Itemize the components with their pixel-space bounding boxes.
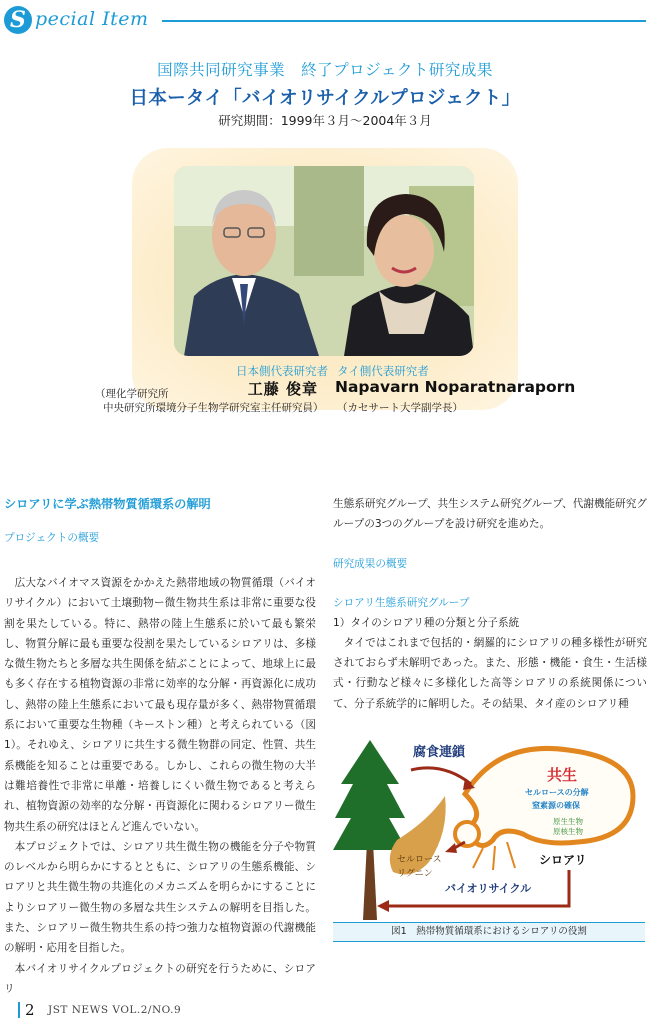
japan-researcher-affiliation-line1: （理化学研究所 [95,388,169,400]
research-period: 研究期間：1999年３月〜2004年３月 [218,113,432,128]
section-initial-badge: S [4,6,32,34]
thai-researcher-role: タイ側代表研究者 [337,364,429,378]
tree-trunk [363,842,377,920]
body-paragraph: 本プロジェクトでは、シロアリ共生微生物の機能を分子や物質のレベルから明らかにするとともに、シロアリの生態系機能、シロアリと共生微生物の共進化のメカニズムを明らかにすることによりシロアリー微生物の多層な共生システムの解明を目指した。また、シロアリー微生物共生系の持つ強力な植物資源の代謝機能の解明・応用を目指した。 [4,840,316,955]
japan-researcher-affiliation-line2: 中央研究所環境分子生物学研究室主任研究員） [103,402,324,414]
body-paragraph: タイではこれまで包括的・網羅的にシロアリの種多様性が研究されておらず未解明であった。また、形態・機能・食生・生活様式・行動など様々に多様化した高等シロアリの系統関係について、分子系統学的に解明した。その結果、タイ産のシロアリ種 [333,636,647,710]
section-divider [162,20,646,22]
label-symbiosis: 共生 [547,766,578,784]
ecology-group-heading: シロアリ生態系研究グループ [333,596,470,609]
tree-crown [333,740,407,850]
label-protists: 原生生物 [553,817,583,826]
body-paragraph-continuation: 生態系研究グループ、共生システム研究グループ、代謝機能研究グループの3つのグループを設け研究を進めた。 [333,498,647,531]
item-title: 1）タイのシロアリ種の分類と分子系統 [333,616,520,629]
thai-researcher-affiliation: （カセサート大学副学長） [337,402,463,414]
japan-researcher-name: 工藤 俊章 [247,380,318,398]
article-title: 日本ータイ「バイオリサイクルプロジェクト」 [129,88,521,109]
label-decay-chain: 腐食連鎖 [413,745,466,760]
body-paragraph: 広大なバイオマス資源をかかえた熱帯地域の物質循環（バイオリサイクル）において土壌動物ー微生物共生系は非常に重要な役割を果たしている。特に、熱帯の陸上生態系に於いて最も繁栄し、物質分解に最も重要な役割を果たしているシロアリは、多様な微生物たちと多層な共生関係を結ぶことによって、地球上に最も多く存在する植物資源の非常に効率的な分解・再資源化に成功し、熱帯の陸上生態系において最も現存量が多く、熱帯物質循環系において重要な生物種（キーストン種）と考えられている（図1）。それゆえ、シロアリに共生する微生物群の同定、性質、共生系機能を知ることは重要である。しかし、これらの微生物の大半は難培養性で非常に単離・培養しにくい微生物であると考えられ、植物資源の効率的な分解・再資源化に関わるシロアリー微生物共生系の研究はほとんど進んでいない。 [4,577,316,833]
body-paragraph: 本バイオリサイクルプロジェクトの研究を行うために、シロアリ [4,962,316,995]
article-kicker: 国際共同研究事業 終了プロジェクト研究成果 [157,61,493,79]
figure-termite-cycle [333,722,645,920]
label-bacteria: 原核生物 [553,827,583,836]
project-overview-heading: プロジェクトの概要 [4,532,100,544]
arrow-termite-to-leaf-head [445,843,457,853]
label-cellulose-decomp: セルロースの分解 [525,788,589,797]
label-termite: シロアリ [539,853,587,867]
label-nitrogen: 窒素源の確保 [532,801,580,810]
results-heading: 研究成果の概要 [333,557,408,570]
section-title: pecial Item [35,8,149,30]
page-number: 2 [25,1001,35,1019]
publication-info: JST NEWS VOL.2/NO.9 [48,1004,182,1016]
japan-researcher-role: 日本側代表研究者 [236,364,328,378]
figure-caption: 図1 熱帯物質循環系におけるシロアリの役割 [333,922,645,942]
footer-accent-bar [18,1002,20,1018]
arrow-biorecycle-head [377,900,389,912]
label-cellulose: セルロース [397,855,442,865]
arrow-tree-to-termite [411,768,471,784]
left-column [4,494,316,999]
label-biorecycle: バイオリサイクル [445,882,532,895]
thai-researcher-name: Napavarn Noparatnaraporn [335,378,576,396]
termite-head [455,822,479,846]
right-column [333,494,647,714]
researchers-photo [174,166,474,356]
section-heading: シロアリに学ぶ熱帯物質循環系の解明 [4,497,211,511]
label-lignin: リグニン [397,869,433,879]
